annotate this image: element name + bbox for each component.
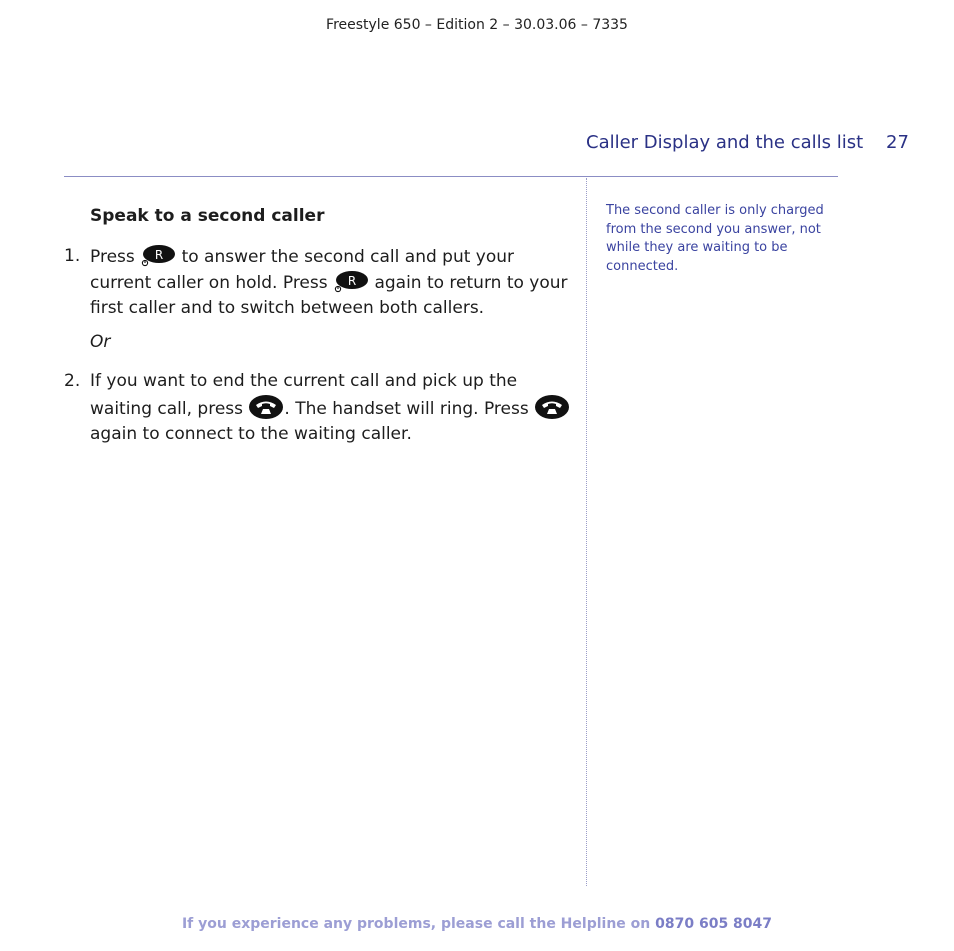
section-title: Caller Display and the calls list: [586, 132, 864, 153]
step-text: again to return to your first caller and to switch between both callers.: [90, 273, 568, 318]
column-divider: [586, 178, 587, 886]
step-number: 2.: [64, 371, 81, 391]
step-text: If you want to end the current call and pick up the waiting call, press: [90, 371, 518, 419]
step-2: [64, 369, 574, 447]
step-1: [64, 244, 574, 321]
svg-text:R: R: [347, 274, 357, 288]
page-number: 27: [886, 132, 909, 153]
step-number: 1.: [64, 246, 81, 266]
step-text: again to connect to the waiting caller.: [90, 424, 412, 444]
step-text: . The handset will ring. Press: [284, 399, 529, 419]
talk-key-icon: [248, 394, 284, 420]
section-heading: Speak to a second caller: [90, 206, 325, 226]
step-text: to answer the second call and put your current caller on hold. Press: [90, 247, 515, 293]
helpline-number: 0870 605 8047: [655, 916, 773, 932]
edition-line: Freestyle 650 – Edition 2 – 30.03.06 – 7335: [326, 17, 628, 33]
header-rule: [64, 176, 838, 177]
sidebar-note: The second caller is only charged from the second you answer, not while they are waiting to be connected.: [606, 203, 824, 274]
or-text: Or: [90, 332, 111, 352]
recall-key-icon: [333, 270, 369, 294]
step-text: Press: [90, 247, 135, 267]
footer-helpline: [0, 916, 954, 932]
footer-text: If you experience any problems, please call the Helpline on: [181, 916, 651, 932]
talk-key-icon: [534, 394, 570, 420]
svg-text:R: R: [154, 248, 164, 262]
recall-key-icon: [140, 244, 176, 268]
